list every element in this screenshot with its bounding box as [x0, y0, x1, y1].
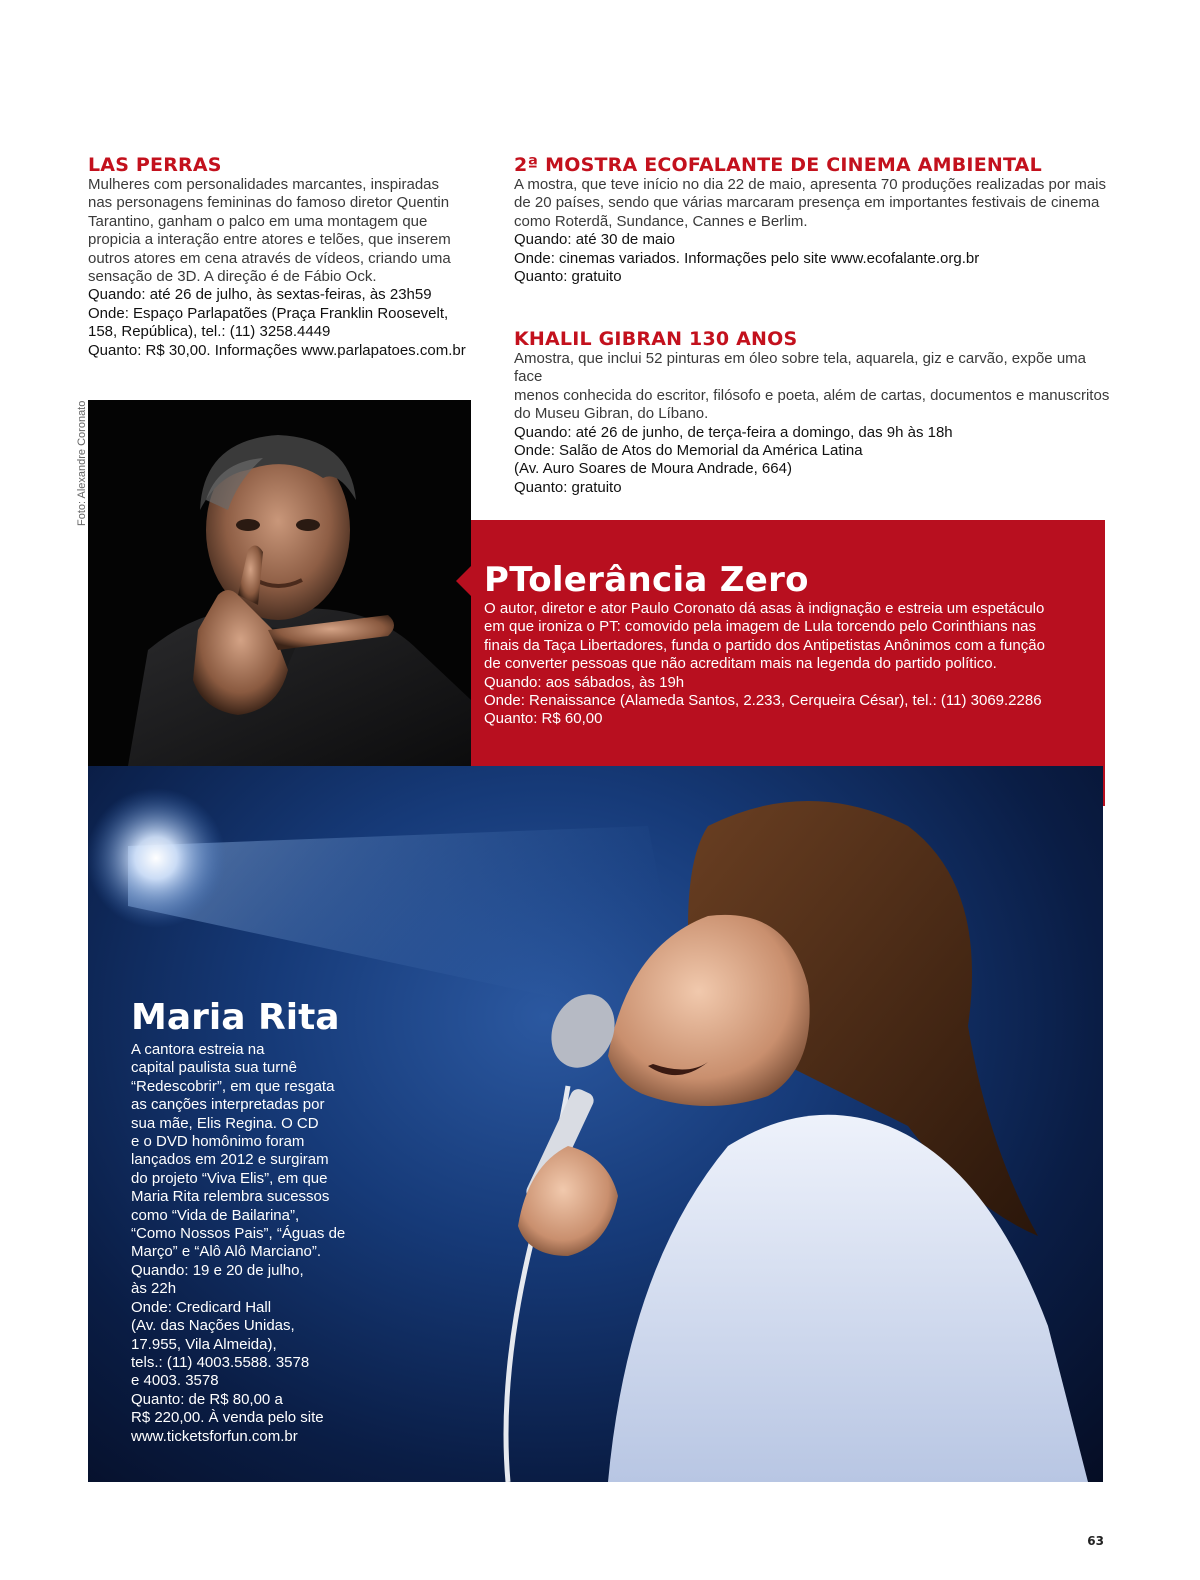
desc-line: do Museu Gibran, do Líbano. [514, 405, 709, 423]
desc-line: nas personagens femininas do famoso diretor Quentin [88, 194, 450, 212]
body-line: as canções interpretadas por [131, 1096, 325, 1114]
maria-rita-title: Maria Rita [131, 997, 340, 1038]
body-line: A cantora estreia na [131, 1041, 265, 1058]
desc-line: como Roterdã, Sundance, Cannes e Berlim. [514, 212, 808, 230]
info-when-cont: às 22h [131, 1280, 177, 1298]
info-where: Onde: Renaissance (Alameda Santos, 2.233, Cerqueira César), tel.: (11) 3069.2286 [484, 692, 1042, 710]
body-line: capital paulista sua turnê [131, 1059, 297, 1077]
desc-line: Tarantino, ganham o palco em uma montagem que [88, 212, 428, 230]
desc-line: Mulheres com personalidades marcantes, inspiradas [88, 176, 440, 193]
info-where-cont: (Av. Auro Soares de Moura Andrade, 664) [514, 460, 792, 478]
las-perras-article [88, 154, 478, 360]
body-line: como “Vida de Bailarina”, [131, 1206, 300, 1224]
page-number: 63 [1087, 1534, 1104, 1548]
desc-line: de 20 países, sendo que várias marcaram presença em importantes festivais de cinema [514, 194, 1100, 212]
info-phone-cont: e 4003. 3578 [131, 1372, 219, 1390]
desc-line: sensação de 3D. A direção é de Fábio Ock. [88, 268, 377, 286]
info-when: Quando: 19 e 20 de julho, [131, 1261, 304, 1279]
body-line: lançados em 2012 e surgiram [131, 1151, 329, 1169]
body-line: “Como Nossos Pais”, “Águas de [131, 1225, 346, 1243]
info-price: Quanto: R$ 30,00. Informações www.parlapatoes.com.br [88, 341, 466, 359]
info-when: Quando: até 26 de junho, de terça-feira a domingo, das 9h às 18h [514, 423, 953, 441]
body-line: do projeto “Viva Elis”, em que [131, 1169, 328, 1187]
body-line: finais da Taça Libertadores, funda o partido dos Antipetistas Anônimos com a função [484, 636, 1045, 654]
info-price-cont: R$ 220,00. À venda pelo site [131, 1409, 324, 1427]
info-when: Quando: até 30 de maio [514, 231, 675, 249]
desc-line: propicia a interação entre atores e telões, que inserem [88, 231, 451, 249]
info-where: Onde: Espaço Parlapatões (Praça Franklin Roosevelt, [88, 304, 449, 322]
info-where-cont: (Av. das Nações Unidas, [131, 1317, 295, 1335]
mostra-title: 2ª MOSTRA ECOFALANTE DE CINEMA AMBIENTAL [514, 154, 1042, 176]
info-where: Onde: cinemas variados. Informações pelo site www.ecofalante.org.br [514, 249, 980, 267]
body-line: O autor, diretor e ator Paulo Coronato dá asas à indignação e estreia um espetáculo [484, 600, 1045, 617]
info-when: Quando: até 26 de julho, às sextas-feiras, às 23h59 [88, 286, 432, 304]
khalil-gibran-article [514, 328, 1114, 497]
khalil-info [514, 424, 1114, 498]
body-line: Maria Rita relembra sucessos [131, 1188, 330, 1206]
desc-line: Amostra, que inclui 52 pinturas em óleo sobre tela, aquarela, giz e carvão, expõe uma face [514, 350, 1086, 386]
body-line: “Redescobrir”, em que resgata [131, 1077, 335, 1095]
ptolerancia-title: PTolerância Zero [484, 560, 809, 600]
khalil-title: KHALIL GIBRAN 130 ANOS [514, 328, 798, 350]
info-where: Onde: Salão de Atos do Memorial da América Latina [514, 442, 863, 460]
body-line: de converter pessoas que não acreditam mais na legenda do partido político. [484, 655, 997, 673]
maria-rita-article [131, 996, 351, 1446]
body-line: Março” e “Alô Alô Marciano”. [131, 1243, 322, 1261]
body-line: em que ironiza o PT: comovido pela imagem de Lula torcendo pelo Corinthians nas [484, 618, 1036, 636]
mostra-info [514, 231, 1114, 286]
info-price: Quanto: de R$ 80,00 a [131, 1390, 283, 1408]
paulo-coronato-photo [88, 400, 471, 766]
las-perras-info [88, 286, 478, 360]
info-phone: tels.: (11) 4003.5588. 3578 [131, 1353, 310, 1371]
info-when: Quando: aos sábados, às 19h [484, 673, 685, 691]
coronato-illustration [88, 400, 471, 766]
info-where-cont: 17.955, Vila Almeida), [131, 1335, 277, 1353]
mostra-description [514, 176, 1114, 231]
info-price: Quanto: gratuito [514, 478, 622, 496]
info-price: Quanto: R$ 60,00 [484, 710, 603, 728]
callout-notch [456, 566, 471, 596]
ptolerancia-article [484, 560, 1094, 729]
info-where-cont: 158, República), tel.: (11) 3258.4449 [88, 323, 331, 341]
desc-line: A mostra, que teve início no dia 22 de maio, apresenta 70 produções realizadas por mais [514, 176, 1107, 193]
info-where: Onde: Credicard Hall [131, 1298, 272, 1316]
mostra-ecofalante-article [514, 154, 1114, 286]
maria-rita-body [131, 1041, 351, 1446]
khalil-description [514, 350, 1114, 424]
ptolerancia-body [484, 600, 1094, 729]
info-site: www.ticketsforfun.com.br [131, 1427, 298, 1445]
desc-line: outros atores em cena através de vídeos, criando uma [88, 249, 451, 267]
info-price: Quanto: gratuito [514, 268, 622, 286]
las-perras-description [88, 176, 478, 286]
las-perras-title: LAS PERRAS [88, 154, 222, 176]
photo-credit-text: Foto: Alexandre Coronato [76, 400, 88, 526]
body-line: e o DVD homônimo foram [131, 1133, 305, 1151]
desc-line: menos conhecida do escritor, filósofo e poeta, além de cartas, documentos e manuscritos [514, 386, 1110, 404]
body-line: sua mãe, Elis Regina. O CD [131, 1114, 319, 1132]
